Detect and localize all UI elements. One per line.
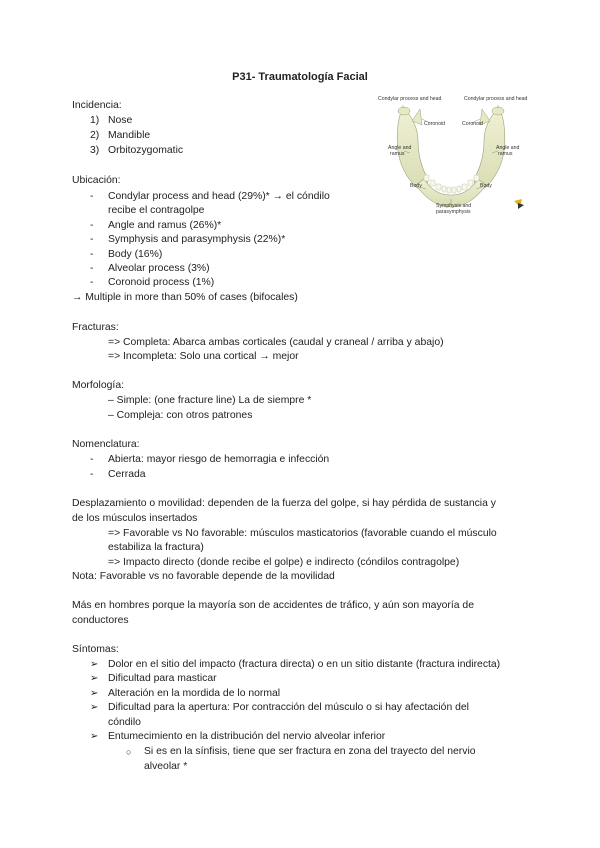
desplazamiento-favorable: => Favorable vs No favorable: músculos masticatorios (favorable cuando el músculo — [108, 528, 497, 539]
arrow-bullet: ➢ — [90, 659, 99, 670]
desplazamiento-line-2: de los músculos insertados — [72, 513, 198, 524]
incidencia-heading: Incidencia: — [72, 100, 122, 111]
ubicacion-heading: Ubicación: — [72, 175, 121, 186]
dash-marker: - — [90, 220, 94, 231]
sintomas-heading: Síntomas: — [72, 644, 119, 655]
label-parasymphysis: parasymphysis — [436, 209, 471, 215]
label-condylar-right: Condylar process and head — [464, 96, 528, 102]
dash-marker: - — [90, 263, 94, 274]
desplazamiento-favorable-cont: estabiliza la fractura) — [108, 542, 204, 553]
mandible-figure — [368, 95, 534, 221]
ubicacion-item-4: Body (16%) — [108, 249, 163, 260]
label-condylar-left: Condylar process and head — [378, 96, 442, 102]
nomenclatura-abierta: Abierta: mayor riesgo de hemorragia e infección — [108, 454, 330, 465]
ubicacion-multiple: → Multiple in more than 50% of cases (bifocales) — [72, 292, 298, 303]
fracturas-heading: Fracturas: — [72, 322, 119, 333]
label-body-left: Body — [410, 183, 422, 189]
label-angle-right: Angle and — [496, 145, 520, 151]
desplazamiento-impacto: => Impacto directo (donde recibe el golpe) e indirecto (cóndilos contragolpe) — [108, 557, 460, 568]
dash-marker: - — [90, 454, 94, 465]
sintomas-item-4-cont: cóndilo — [108, 717, 141, 728]
morfologia-compleja: – Compleja: con otros patrones — [108, 410, 253, 421]
fracturas-incompleta: => Incompleta: Solo una cortical → mejor — [108, 351, 299, 362]
ubicacion-item-1: Condylar process and head (29%)* → el cóndilo — [108, 191, 330, 202]
sintomas-sub-1: Si es en la sínfisis, tiene que ser fractura en zona del trayecto del nervio — [144, 746, 476, 757]
ubicacion-item-6: Coronoid process (1%) — [108, 277, 215, 288]
dash-marker: - — [90, 191, 94, 202]
logo-mark — [514, 199, 524, 209]
nomenclatura-cerrada: Cerrada — [108, 469, 146, 480]
hombres-line-1: Más en hombres porque la mayoría son de accidentes de tráfico, y aún son mayoría de — [72, 600, 474, 611]
ubicacion-item-1-cont: recibe el contragolpe — [108, 205, 205, 216]
ubicacion-item-5: Alveolar process (3%) — [108, 263, 210, 274]
sintomas-item-1: Dolor en el sitio del impacto (fractura directa) o en un sitio distante (fractura indirecta) — [108, 659, 501, 670]
page-title: P31- Traumatología Facial — [232, 71, 368, 83]
desplazamiento-line-1: Desplazamiento o movilidad: dependen de la fuerza del golpe, si hay pérdida de sustancia y — [72, 498, 496, 509]
incidencia-num-3: 3) — [90, 145, 100, 156]
arrow-bullet: ➢ — [90, 688, 99, 699]
dash-marker: - — [90, 249, 94, 260]
dash-marker: - — [90, 277, 94, 288]
dash-marker: - — [90, 234, 94, 245]
incidencia-item-1: Nose — [108, 115, 133, 126]
incidencia-item-3: Orbitozygomatic — [108, 145, 184, 156]
label-angle-left: Angle and — [388, 145, 412, 151]
nomenclatura-heading: Nomenclatura: — [72, 439, 140, 450]
label-ramus-left: ramus — [390, 151, 405, 157]
desplazamiento-nota: Nota: Favorable vs no favorable depende de la movilidad — [72, 571, 335, 582]
sintomas-item-3: Alteración en la mordida de lo normal — [108, 688, 281, 699]
left-condyle — [398, 107, 410, 115]
arrow-bullet: ➢ — [90, 673, 99, 684]
hombres-line-2: conductores — [72, 615, 129, 626]
sintomas-item-5: Entumecimiento en la distribución del nervio alveolar inferior — [108, 731, 386, 742]
label-symphysis: Symphysis and — [436, 203, 472, 209]
sintomas-item-2: Dificultad para masticar — [108, 673, 217, 684]
arrow-bullet: ➢ — [90, 731, 99, 742]
label-coronoid-right: Coronoid — [462, 121, 484, 127]
label-ramus-right: ramus — [498, 151, 513, 157]
dash-marker: - — [90, 469, 94, 480]
incidencia-item-2: Mandible — [108, 130, 151, 141]
incidencia-num-1: 1) — [90, 115, 100, 126]
morfologia-heading: Morfología: — [72, 380, 124, 391]
ubicacion-item-2: Angle and ramus (26%)* — [108, 220, 222, 231]
sintomas-item-4: Dificultad para la apertura: Por contracción del músculo o si hay afectación del — [108, 702, 469, 713]
morfologia-simple: – Simple: (one fracture line) La de siempre * — [108, 395, 312, 406]
fracturas-completa: => Completa: Abarca ambas corticales (caudal y craneal / arriba y abajo) — [108, 337, 444, 348]
ubicacion-item-3: Symphysis and parasymphysis (22%)* — [108, 234, 286, 245]
incidencia-num-2: 2) — [90, 130, 100, 141]
label-body-right: Body — [480, 183, 492, 189]
right-condyle — [492, 107, 504, 115]
arrow-bullet: ➢ — [90, 702, 99, 713]
label-coronoid-left: Coronoid — [424, 121, 446, 127]
sintomas-sub-1-cont: alveolar * — [144, 761, 188, 772]
circle-bullet: ○ — [126, 747, 132, 757]
